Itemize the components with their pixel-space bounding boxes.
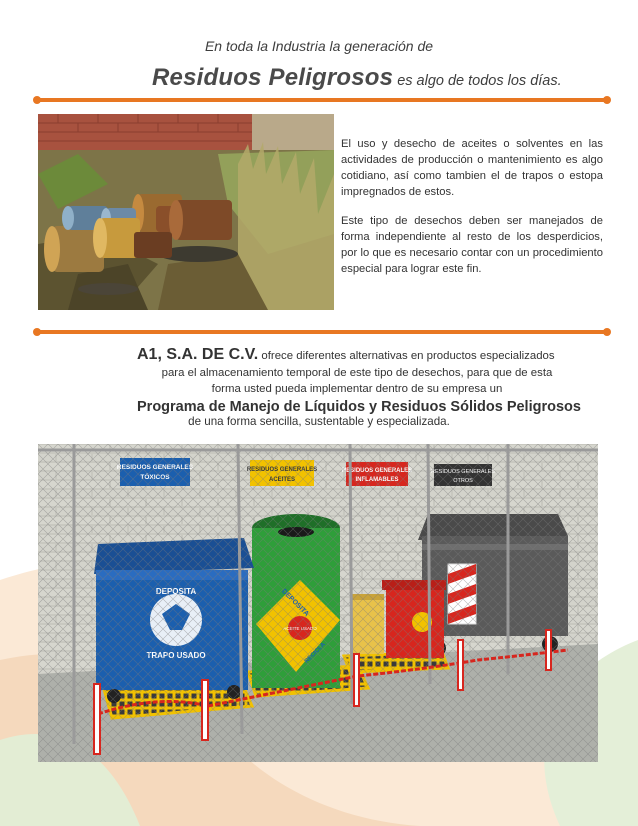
- oil-drums-photo: [38, 114, 334, 310]
- company-description: [137, 347, 577, 398]
- company-line3: forma usted pueda implementar dentro de su empresa un: [211, 383, 503, 395]
- intro-paragraph-2: Este tipo de desechos deben ser manejados de forma independiente al resto de los desperdicios, por lo que es necesario contar con un procedimiento especial para lograr este fin.: [341, 215, 603, 275]
- middle-divider: [36, 330, 608, 334]
- top-divider: [36, 98, 608, 102]
- program-title: Programa de Manejo de Líquidos y Residuos Sólidos Peligrosos: [137, 399, 581, 415]
- program-subtitle: de una forma sencilla, sustentable y especializada.: [188, 415, 450, 428]
- intro-paragraph-1: El uso y desecho de aceites o solventes en las actividades de producción o mantenimiento es algo cotidiano, así como tambien el de trapos o estopa impregnados de estos.: [341, 138, 603, 198]
- page-title: [152, 64, 562, 92]
- company-line2: para el almacenamiento temporal de este tipo de desechos, para que de esta: [161, 366, 553, 379]
- waste-storage-illustration: [38, 444, 598, 762]
- page-title-suffix: es algo de todos los días.: [397, 73, 562, 89]
- company-line1: ofrece diferentes alternativas en productos especializados: [261, 350, 555, 362]
- header-intro-line: En toda la Industria la generación de: [204, 38, 434, 54]
- company-brand: A1, S.A. DE C.V.: [137, 346, 259, 363]
- page-title-main: Residuos Peligrosos: [152, 64, 394, 91]
- intro-text: [341, 136, 603, 290]
